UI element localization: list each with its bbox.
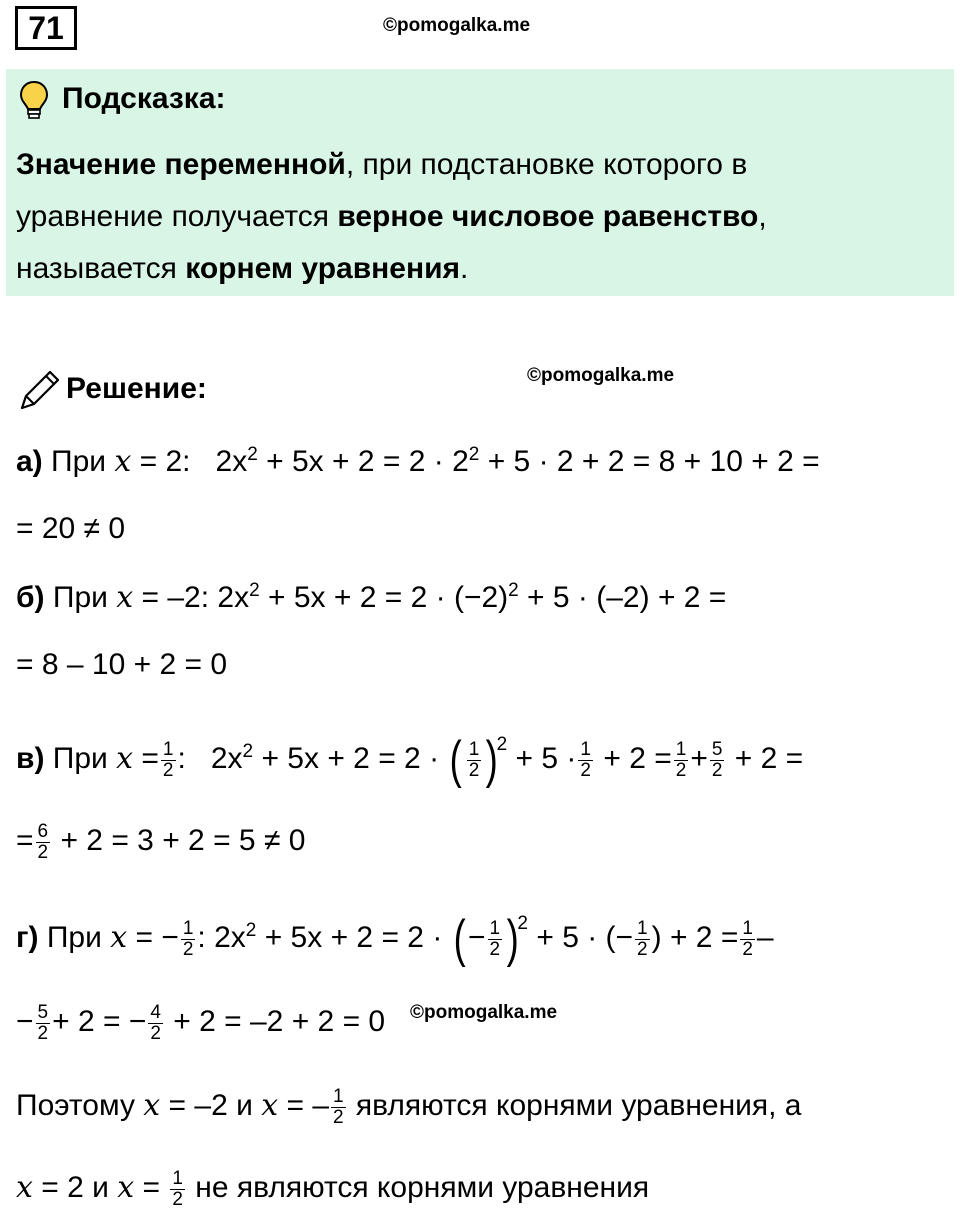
- part-v-line-1: в) При x = $\frac{1}{2}$ : $2x^2 + 5x + 2 = 2$ · ( $\frac{1}{2}$ )2 + 5 · $\frac{1}{2}$ + 2 = $\frac{1}{2}$ + $\frac{5}{2}$ + 2 =: [16, 731, 804, 790]
- watermark-top: ©pomogalka.me: [383, 15, 531, 36]
- part-v-line-2: = $\frac{6}{2}$ + 2 = 3 + 2 = 5 ≠ 0: [16, 820, 306, 863]
- conclusion-line-2: x = 2 и x = $\frac{1}{2}$ не являются корнями уравнения: [16, 1167, 650, 1210]
- part-a-line-1: а) При x = 2: $2x^2 + 5x + 2 = 2 \cdot 2^2 + 5 \cdot 2 + 2 = 8 + 10 + 2$ =: [16, 444, 820, 479]
- hint-line-2: уравнение получается верное числовое равенство,: [16, 200, 767, 233]
- hint-line-1: Значение переменной, при подстановке которого в: [16, 148, 748, 181]
- solution-title: Решение:: [66, 372, 207, 405]
- watermark-mid: ©pomogalka.me: [527, 365, 675, 386]
- task-number: 71: [15, 6, 77, 50]
- conclusion-line-1: Поэтому x = –2 и x = – $\frac{1}{2}$ являются корнями уравнения, а: [16, 1085, 802, 1128]
- hint-line-3: называется корнем уравнения.: [16, 252, 469, 285]
- part-a-line-2: = 20 ≠ 0: [16, 512, 126, 545]
- part-g-line-1: г) При x = − $\frac{1}{2}$ : $2x^2 + 5x + 2 = 2$ · (− $\frac{1}{2}$ )2 + 5 · (− $\frac{1}{2}$ ) + 2 = $\frac{1}{2}$ –: [16, 910, 774, 969]
- hint-title: Подсказка:: [62, 82, 226, 115]
- pencil-icon: [18, 368, 62, 412]
- part-b-line-2: = 8 – 10 + 2 = 0: [16, 648, 228, 681]
- part-g-line-2: − $\frac{5}{2}$ + 2 = − $\frac{4}{2}$ + 2 = –2 + 2 = 0: [16, 1001, 386, 1044]
- lightbulb-icon: [18, 80, 50, 120]
- part-b-line-1: б) При x = –2: $2x^2 + 5x + 2 = 2 \cdot (-2)^2 + 5 \cdot (-2) + 2$ =: [16, 580, 727, 615]
- watermark-bottom: ©pomogalka.me: [410, 1002, 558, 1023]
